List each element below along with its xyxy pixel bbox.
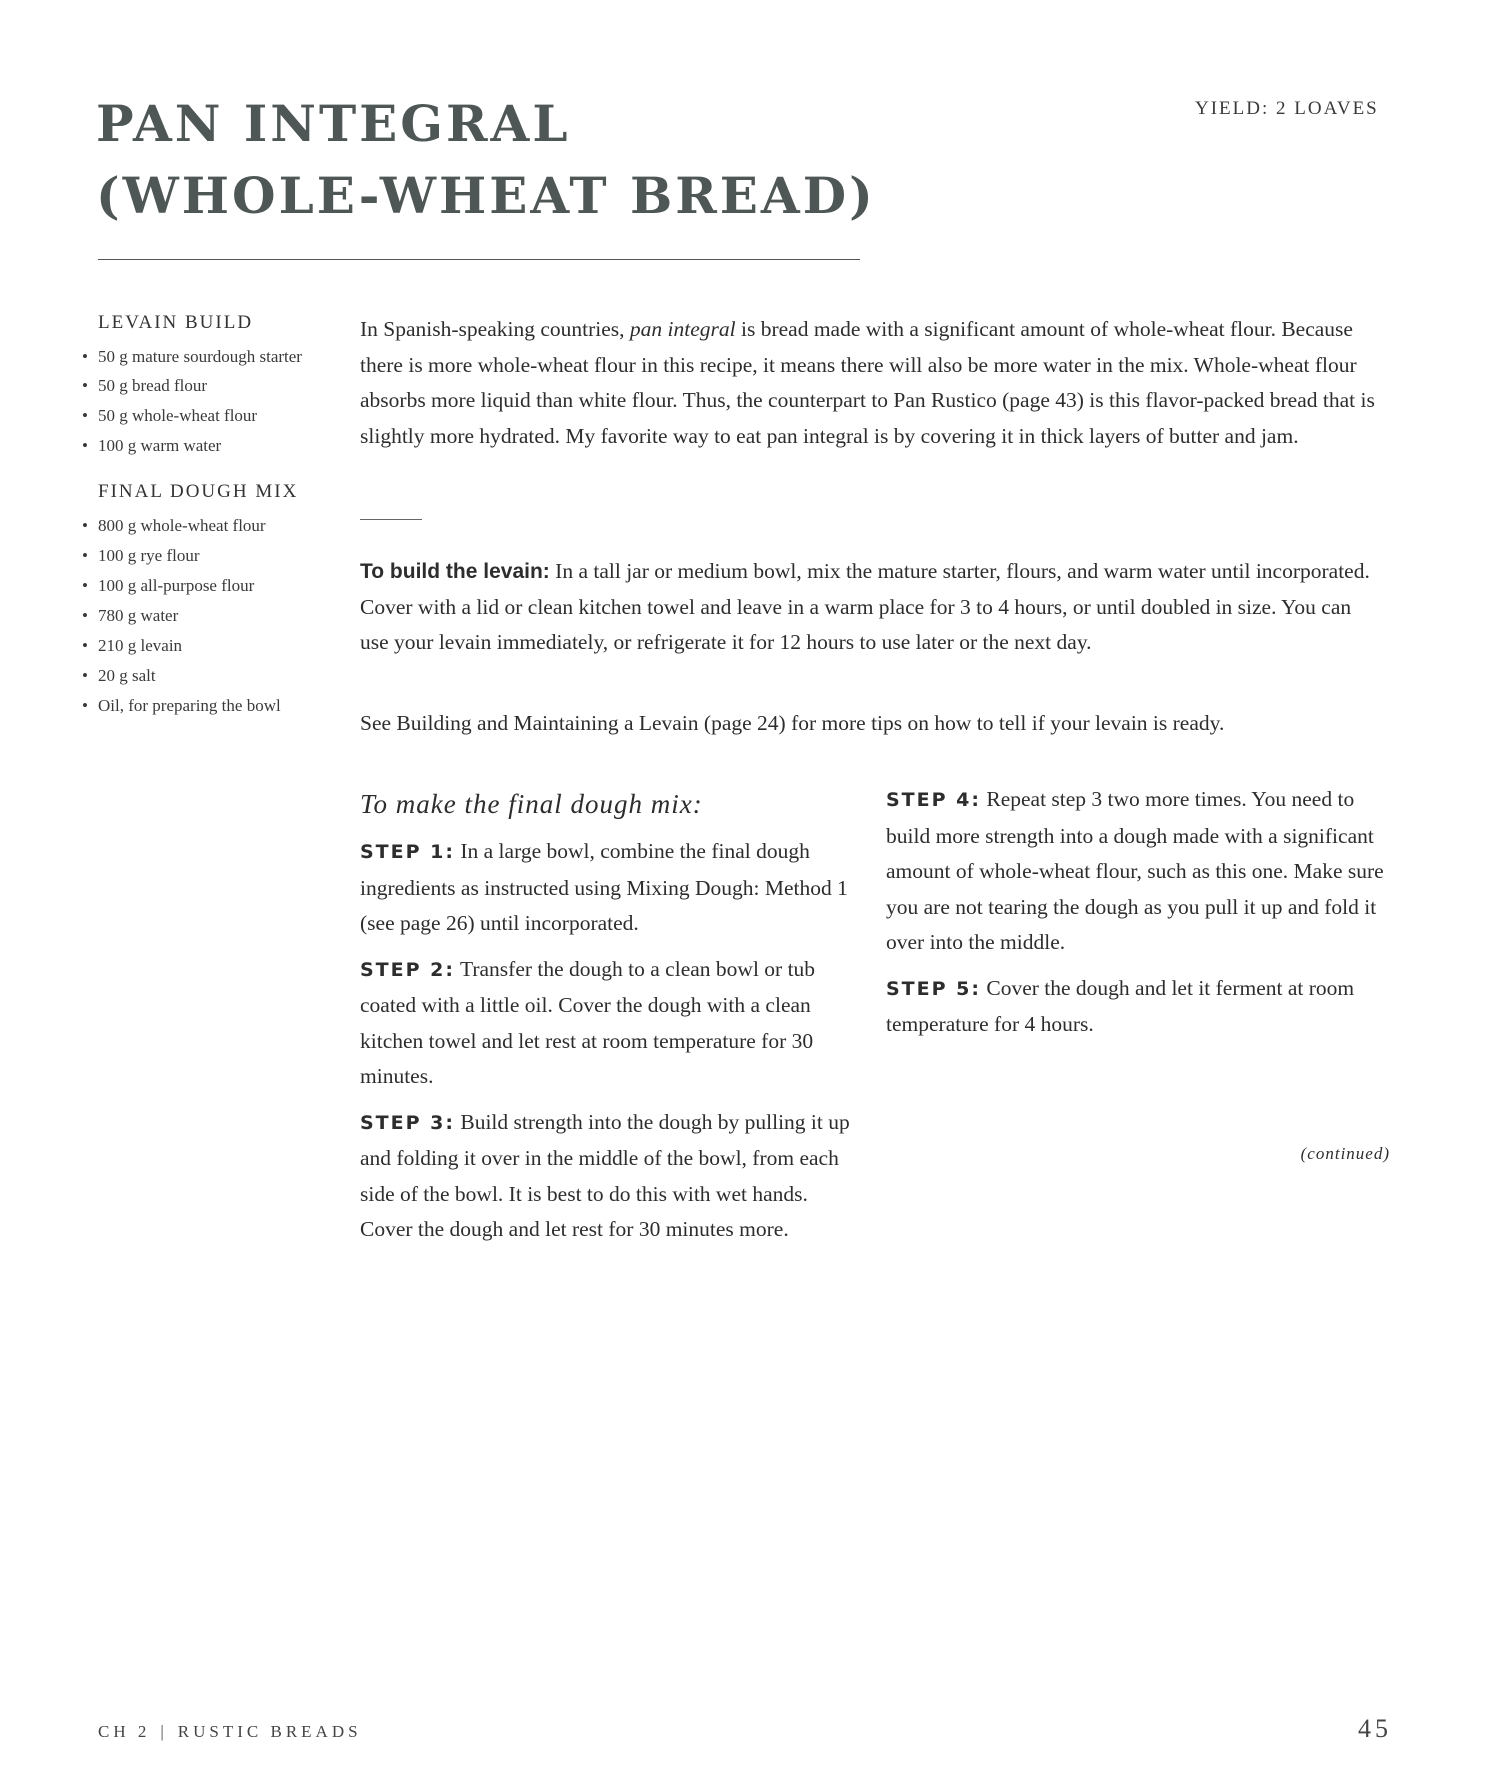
bullet-icon: • (82, 516, 88, 535)
steps-column-left (360, 784, 860, 1258)
final-mix-heading: To make the final dough mix: (360, 789, 703, 819)
chapter-label: CH 2 (98, 1722, 151, 1741)
step-3: STEP 3: Build strength into the dough by pulling it up and folding it over in the middle of the bowl, from each side of the bowl. It is best to do this with wet hands. Cover the dough and let rest for 30 minutes more. (360, 1109, 850, 1241)
step-4: STEP 4: Repeat step 3 two more times. You need to build more strength into a dough made with a significant amount of whole-wheat flour, such as this one. Make sure you are not tearing the dough as you pull it up and fold it over into the middle. (886, 787, 1384, 954)
title-line-2: (WHOLE-WHEAT BREAD) (96, 166, 876, 225)
bullet-icon: • (82, 666, 88, 685)
bullet-icon: • (82, 347, 88, 366)
levain-build-heading: LEVAIN BUILD (98, 312, 254, 333)
levain-ingredient-list (82, 342, 344, 461)
bullet-icon: • (82, 576, 88, 595)
step-5: STEP 5: Cover the dough and let it ferment at room temperature for 4 hours. (886, 975, 1355, 1036)
ingredients-sidebar (82, 312, 344, 721)
yield-label: YIELD: 2 LOAVES (1195, 98, 1379, 119)
title-line-1: PAN INTEGRAL (96, 94, 571, 153)
ingredient-item: • 800 g whole-wheat flour (82, 511, 344, 541)
continued-note: (continued) (1300, 1144, 1390, 1163)
ingredient-item: • Oil, for preparing the bowl (82, 691, 344, 721)
ingredient-item: • 50 g bread flour (82, 371, 344, 401)
ingredient-item: • 20 g salt (82, 661, 344, 691)
ingredient-item: • 50 g mature sourdough starter (82, 342, 344, 371)
title-divider (98, 259, 860, 260)
steps-column-right (886, 782, 1396, 1053)
page-footer (98, 1722, 362, 1742)
italic-term: pan integral (629, 317, 736, 341)
bullet-icon: • (82, 376, 88, 395)
bullet-icon: • (82, 546, 88, 565)
section-label: RUSTIC BREADS (177, 1722, 362, 1741)
bullet-icon: • (82, 606, 88, 625)
ingredient-item: • 780 g water (82, 601, 344, 631)
levain-label: To build the levain: (360, 560, 550, 583)
step-2: STEP 2: Transfer the dough to a clean bowl or tub coated with a little oil. Cover the dough with a clean kitchen towel and let rest at room temperature for 30 minutes. (360, 956, 816, 1088)
levain-see-also: See Building and Maintaining a Levain (page 24) for more tips on how to tell if your levain is ready. (360, 711, 1225, 735)
bullet-icon: • (82, 696, 88, 715)
ingredient-item: • 100 g all-purpose flour (82, 571, 344, 601)
recipe-title (96, 88, 876, 232)
levain-instructions: To build the levain: In a tall jar or medium bowl, mix the mature starter, flours, and warm water until incorporated. Cover with a lid or clean kitchen towel and leave in a warm place for 3 to 4 hours, or until doubled in size. You can use your levain immediately, or refrigerate it for 12 hours to use later or the next day. (360, 559, 1370, 654)
bullet-icon: • (82, 406, 88, 425)
ingredient-item: • 50 g whole-wheat flour (82, 401, 344, 431)
final-ingredient-list (82, 511, 344, 721)
ingredient-item: • 100 g rye flour (82, 541, 344, 571)
footer-separator: | (160, 1722, 168, 1741)
bullet-icon: • (82, 636, 88, 655)
ingredient-item: • 210 g levain (82, 631, 344, 661)
page-number: 45 (1358, 1714, 1392, 1743)
step-1: STEP 1: In a large bowl, combine the final dough ingredients as instructed using Mixing Dough: Method 1 (see page 26) until incorporated. (360, 839, 848, 935)
section-divider (360, 519, 422, 520)
intro-paragraph: In Spanish-speaking countries, pan integral is bread made with a significant amount of whole-wheat flour. Because there is more whole-wheat flour in this recipe, it means there will also be more water in the mix. Whole-wheat flour absorbs more liquid than white flour. Thus, the counterpart to Pan Rustico (page 43) is this flavor-packed bread that is slightly more hydrated. My favorite way to eat pan integral is by covering it in thick layers of butter and jam. (360, 317, 1375, 448)
bullet-icon: • (82, 436, 88, 455)
ingredient-item: • 100 g warm water (82, 431, 344, 461)
final-dough-heading: FINAL DOUGH MIX (98, 481, 299, 502)
